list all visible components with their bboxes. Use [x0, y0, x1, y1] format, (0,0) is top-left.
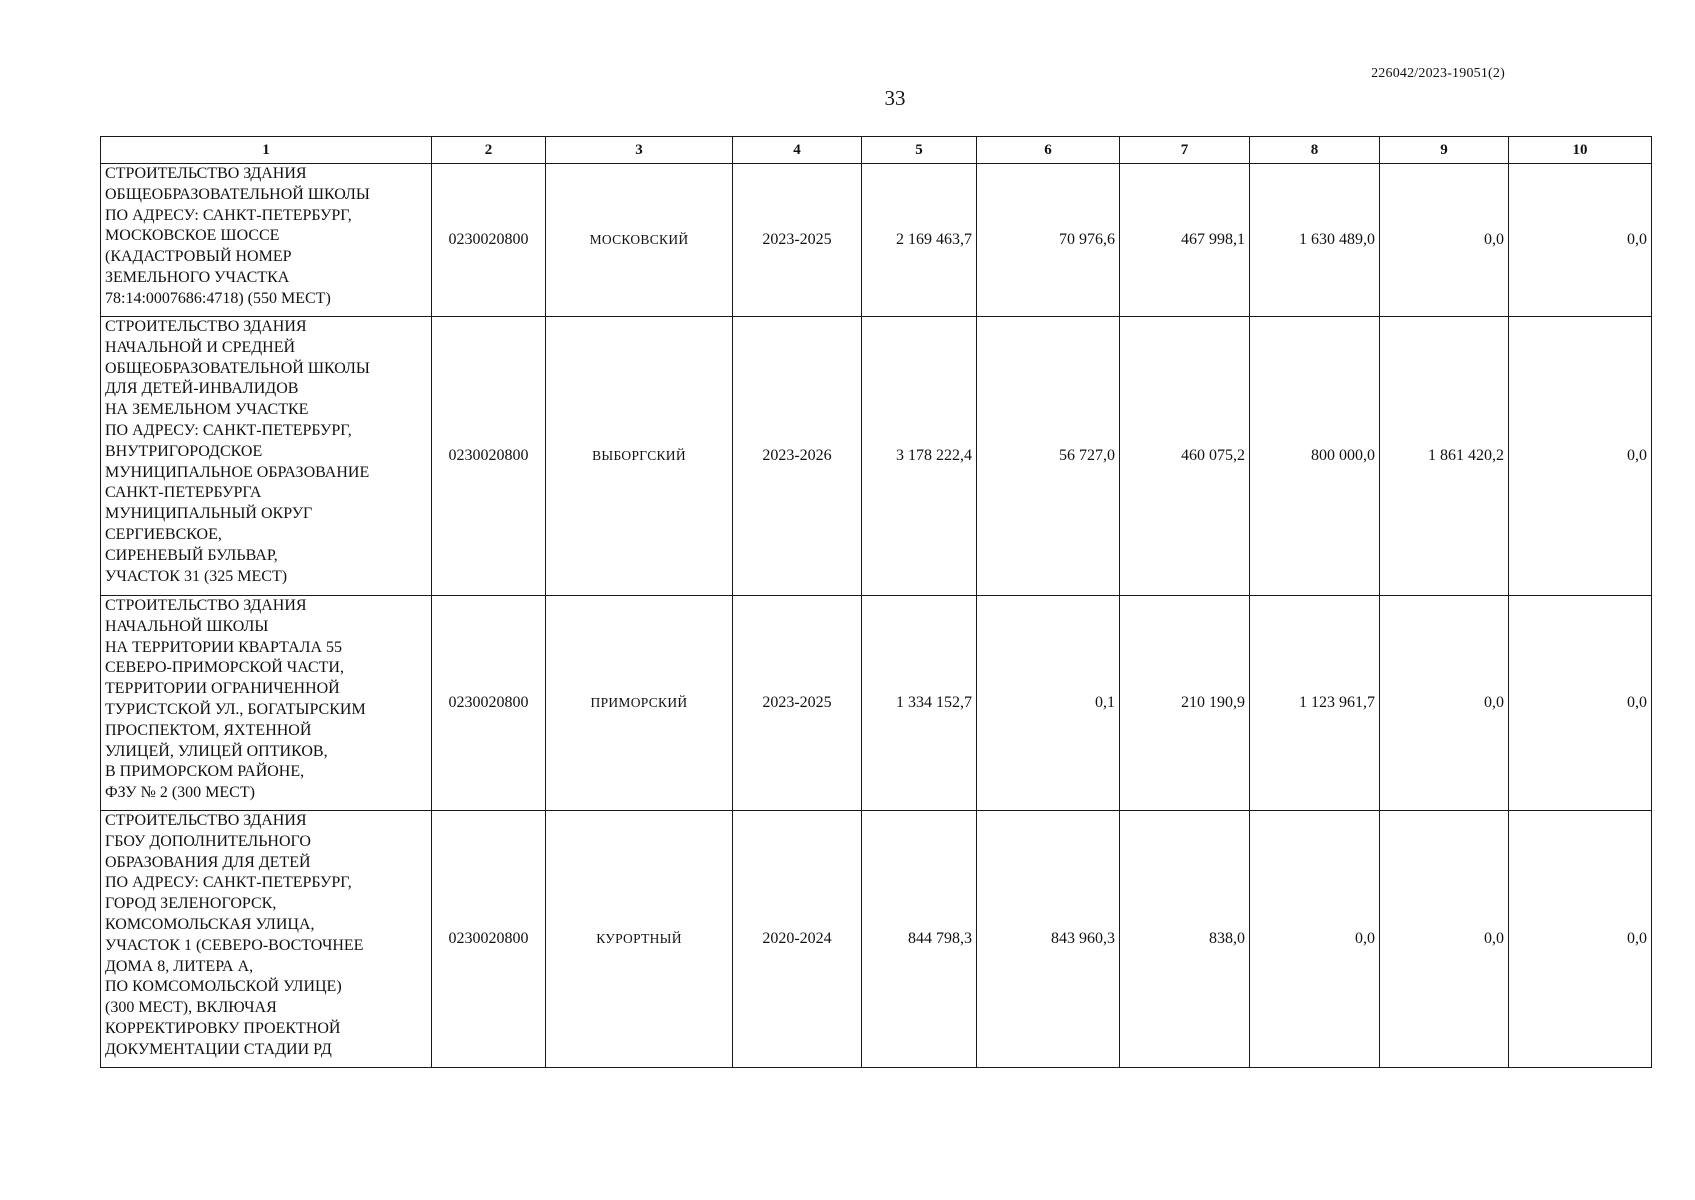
- value-cell-8: 800 000,0: [1250, 317, 1380, 596]
- column-header: 6: [977, 137, 1120, 164]
- code-cell: 0230020800: [432, 317, 546, 596]
- value-cell-8: 1 630 489,0: [1250, 164, 1380, 317]
- district-cell: ПРИМОРСКИЙ: [546, 596, 733, 811]
- district-cell: ВЫБОРГСКИЙ: [546, 317, 733, 596]
- value-cell-10: 0,0: [1509, 811, 1652, 1068]
- value-cell-5: 1 334 152,7: [862, 596, 977, 811]
- column-header: 7: [1120, 137, 1250, 164]
- value-cell-9: 1 861 420,2: [1380, 317, 1509, 596]
- value-cell-6: 843 960,3: [977, 811, 1120, 1068]
- value-cell-9: 0,0: [1380, 164, 1509, 317]
- page-number: 33: [884, 86, 906, 110]
- column-header: 10: [1509, 137, 1652, 164]
- value-cell-10: 0,0: [1509, 317, 1652, 596]
- table-row: [101, 596, 1652, 811]
- value-cell-9: 0,0: [1380, 811, 1509, 1068]
- value-cell-5: 3 178 222,4: [862, 317, 977, 596]
- value-cell-9: 0,0: [1380, 596, 1509, 811]
- value-cell-8: 1 123 961,7: [1250, 596, 1380, 811]
- column-header: 1: [101, 137, 432, 164]
- table-row: [101, 164, 1652, 317]
- code-cell: 0230020800: [432, 164, 546, 317]
- value-cell-6: 0,1: [977, 596, 1120, 811]
- document-code: 226042/2023-19051(2): [1371, 66, 1505, 81]
- value-cell-7: 467 998,1: [1120, 164, 1250, 317]
- column-header: 4: [733, 137, 862, 164]
- header-row: [101, 137, 1652, 164]
- period-cell: 2023-2026: [733, 317, 862, 596]
- period-cell: 2023-2025: [733, 596, 862, 811]
- value-cell-5: 2 169 463,7: [862, 164, 977, 317]
- code-cell: 0230020800: [432, 596, 546, 811]
- value-cell-5: 844 798,3: [862, 811, 977, 1068]
- code-cell: 0230020800: [432, 811, 546, 1068]
- district-cell: КУРОРТНЫЙ: [546, 811, 733, 1068]
- object-name-cell: СТРОИТЕЛЬСТВО ЗДАНИЯ ГБОУ ДОПОЛНИТЕЛЬНОГО ОБРАЗОВАНИЯ ДЛЯ ДЕТЕЙ ПО АДРЕСУ: САНКТ-ПЕТЕРБУРГ, ГОРОД ЗЕЛЕНОГОРСК, КОМСОМОЛЬСКАЯ УЛИЦА, УЧАСТОК 1 (СЕВЕРО-ВОСТОЧНЕЕ ДОМА 8, ЛИТЕРА А, ПО КОМСОМОЛЬСКОЙ УЛИЦЕ) (300 МЕСТ), ВКЛЮЧАЯ КОРРЕКТИРОВКУ ПРОЕКТНОЙ ДОКУМЕНТАЦИИ СТАДИИ РД: [101, 811, 432, 1068]
- object-name-cell: СТРОИТЕЛЬСТВО ЗДАНИЯ ОБЩЕОБРАЗОВАТЕЛЬНОЙ ШКОЛЫ ПО АДРЕСУ: САНКТ-ПЕТЕРБУРГ, МОСКОВСКОЕ ШОССЕ (КАДАСТРОВЫЙ НОМЕР ЗЕМЕЛЬНОГО УЧАСТКА 78:14:0007686:4718) (550 МЕСТ): [101, 164, 432, 317]
- period-cell: 2020-2024: [733, 811, 862, 1068]
- value-cell-7: 210 190,9: [1120, 596, 1250, 811]
- table-row: [101, 317, 1652, 596]
- data-table: [100, 136, 1652, 1068]
- column-header: 8: [1250, 137, 1380, 164]
- period-cell: 2023-2025: [733, 164, 862, 317]
- column-header: 5: [862, 137, 977, 164]
- column-header: 3: [546, 137, 733, 164]
- column-header: 2: [432, 137, 546, 164]
- value-cell-7: 838,0: [1120, 811, 1250, 1068]
- value-cell-8: 0,0: [1250, 811, 1380, 1068]
- value-cell-10: 0,0: [1509, 596, 1652, 811]
- value-cell-6: 56 727,0: [977, 317, 1120, 596]
- object-name-cell: СТРОИТЕЛЬСТВО ЗДАНИЯ НАЧАЛЬНОЙ ШКОЛЫ НА ТЕРРИТОРИИ КВАРТАЛА 55 СЕВЕРО-ПРИМОРСКОЙ ЧАСТИ, ТЕРРИТОРИИ ОГРАНИЧЕННОЙ ТУРИСТСКОЙ УЛ., БОГАТЫРСКИМ ПРОСПЕКТОМ, ЯХТЕННОЙ УЛИЦЕЙ, УЛИЦЕЙ ОПТИКОВ, В ПРИМОРСКОМ РАЙОНЕ, ФЗУ № 2 (300 МЕСТ): [101, 596, 432, 811]
- district-cell: МОСКОВСКИЙ: [546, 164, 733, 317]
- value-cell-7: 460 075,2: [1120, 317, 1250, 596]
- value-cell-10: 0,0: [1509, 164, 1652, 317]
- object-name-cell: СТРОИТЕЛЬСТВО ЗДАНИЯ НАЧАЛЬНОЙ И СРЕДНЕЙ ОБЩЕОБРАЗОВАТЕЛЬНОЙ ШКОЛЫ ДЛЯ ДЕТЕЙ-ИНВАЛИДОВ НА ЗЕМЕЛЬНОМ УЧАСТКЕ ПО АДРЕСУ: САНКТ-ПЕТЕРБУРГ, ВНУТРИГОРОДСКОЕ МУНИЦИПАЛЬНОЕ ОБРАЗОВАНИЕ САНКТ-ПЕТЕРБУРГА МУНИЦИПАЛЬНЫЙ ОКРУГ СЕРГИЕВСКОЕ, СИРЕНЕВЫЙ БУЛЬВАР, УЧАСТОК 31 (325 МЕСТ): [101, 317, 432, 596]
- column-header: 9: [1380, 137, 1509, 164]
- value-cell-6: 70 976,6: [977, 164, 1120, 317]
- table-row: [101, 811, 1652, 1068]
